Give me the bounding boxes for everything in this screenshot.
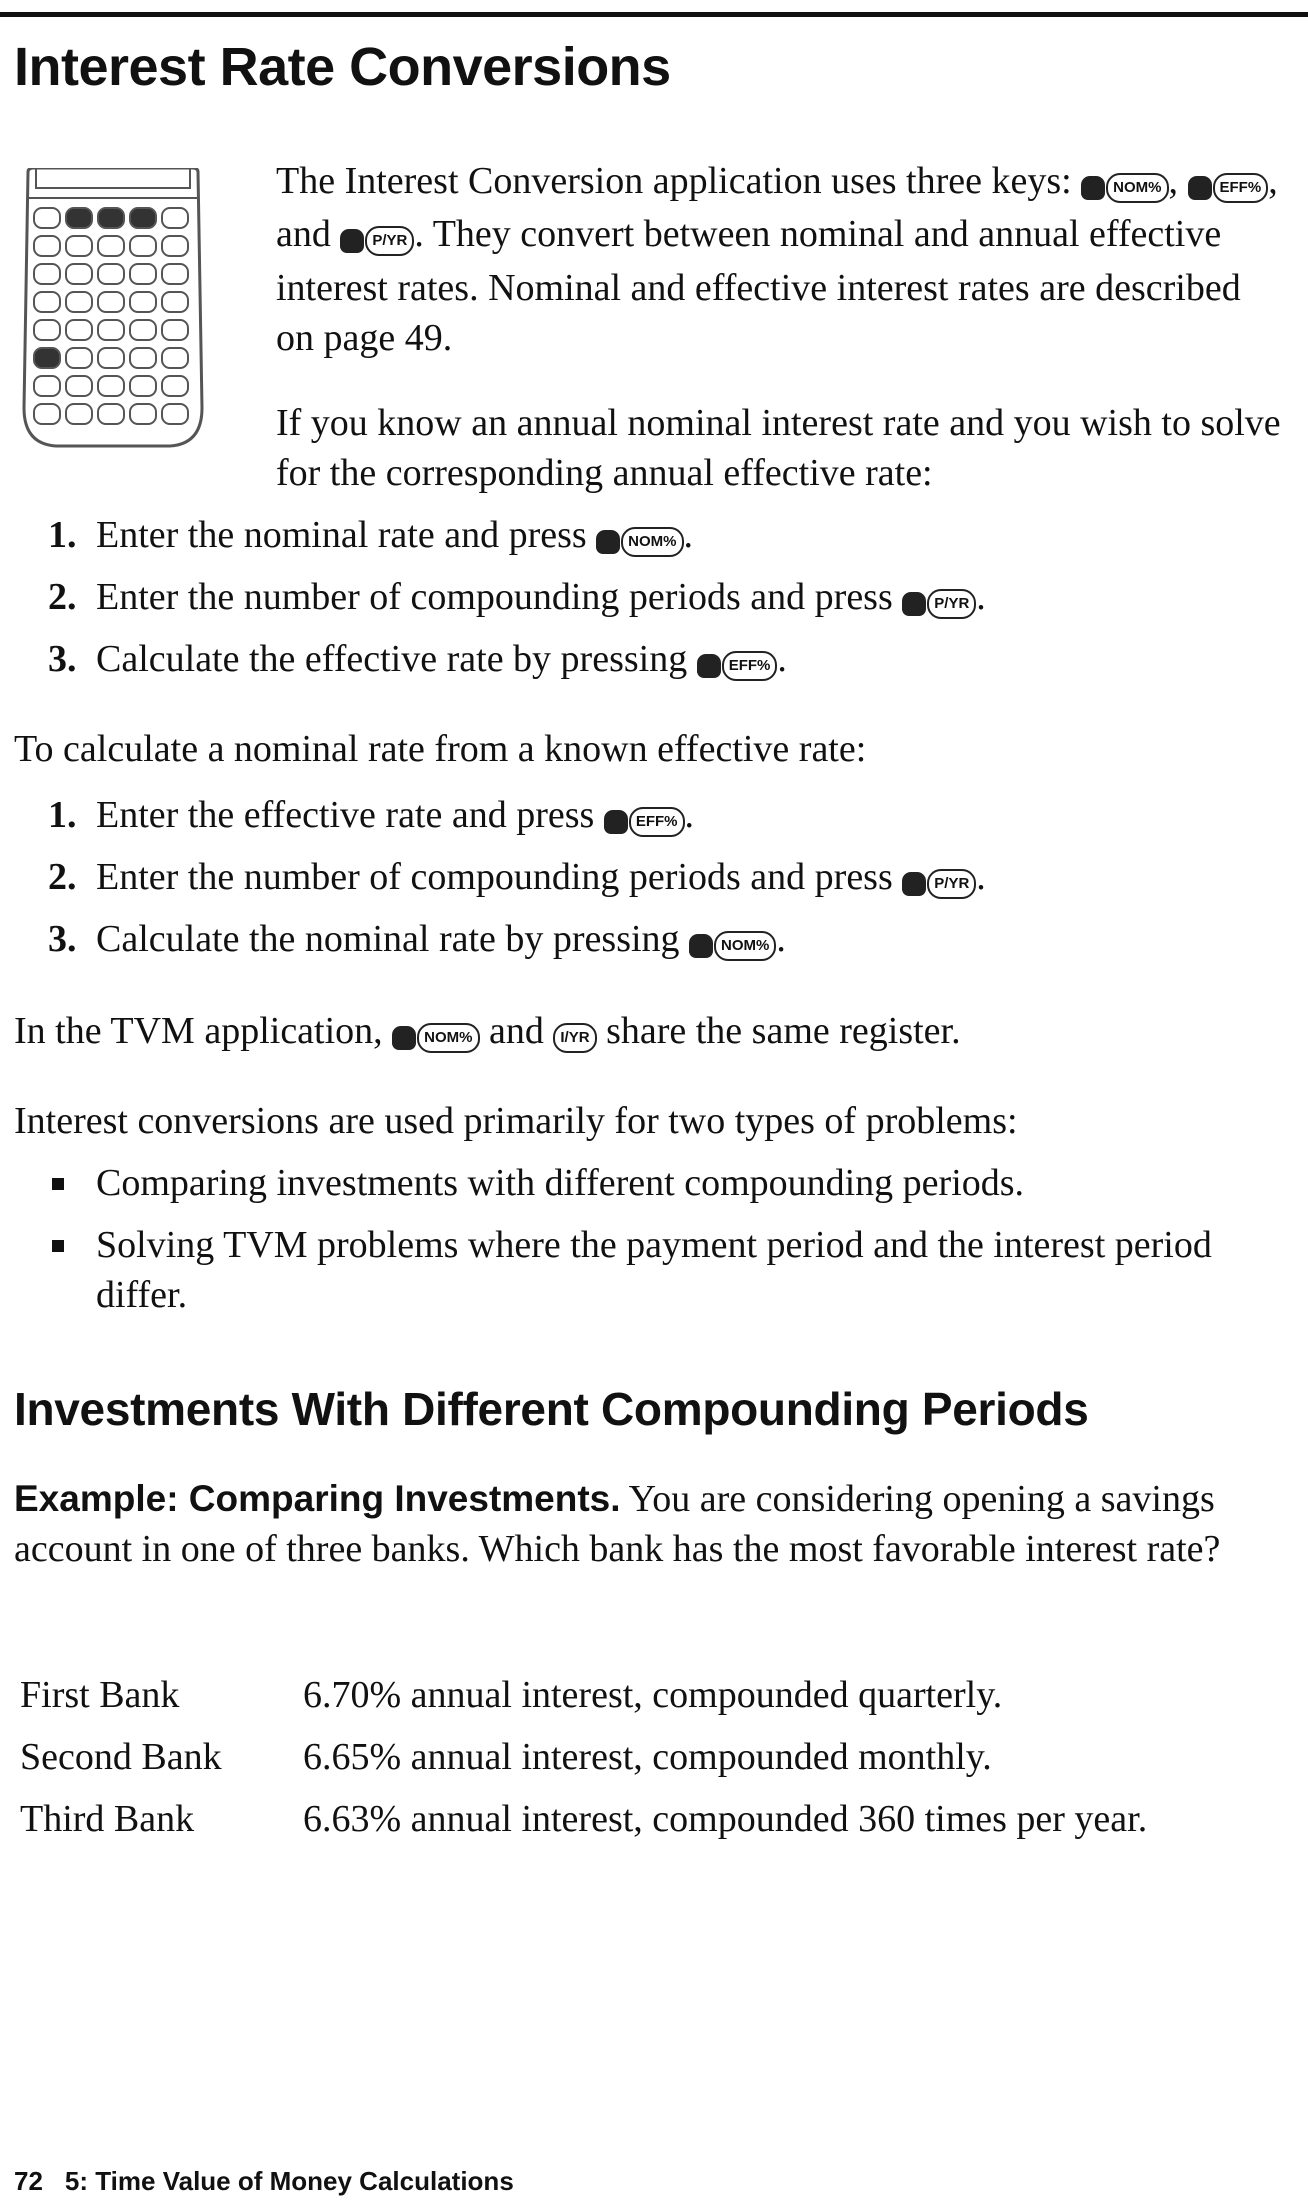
list-item: [48, 1158, 1288, 1208]
step-item: [48, 634, 1288, 696]
list-item: [48, 1220, 1288, 1320]
list-item-text: Solving TVM problems where the payment period and the interest period differ.: [96, 1224, 1212, 1316]
step-item: [48, 852, 1288, 914]
step-item: [48, 572, 1288, 634]
pyr-key-cap: P/YR: [927, 869, 976, 899]
pyr-key[interactable]: [902, 575, 976, 625]
eff-key[interactable]: [604, 793, 685, 843]
table-row: [20, 1732, 1290, 1794]
step-text: Enter the number of compounding periods and press: [96, 576, 893, 618]
shift-key-icon: [902, 872, 926, 896]
nom-key-cap: NOM%: [714, 931, 776, 961]
intro-paragraph: [276, 156, 1286, 363]
tvm-note-text-3: share the same register.: [606, 1010, 961, 1052]
page-footer: [14, 2166, 514, 2197]
tvm-note-text-1: In the TVM application,: [14, 1010, 383, 1052]
step-text: Calculate the nominal rate by pressing: [96, 918, 680, 960]
page-title: Interest Rate Conversions: [14, 37, 671, 97]
nom-key-cap: NOM%: [1106, 173, 1168, 203]
uses-list: [48, 1158, 1288, 1332]
nom-key[interactable]: [392, 1009, 479, 1059]
nom-key-cap: NOM%: [417, 1023, 479, 1053]
page-number: 72: [14, 2166, 43, 2196]
intro-text-4: . They convert between nominal and annual effective interest rates. Nominal and effective interest rates are described on page 49.: [276, 213, 1241, 359]
shift-key-icon: [1081, 176, 1105, 200]
top-rule: [0, 12, 1308, 17]
step-text: Enter the effective rate and press: [96, 794, 595, 836]
step-number: 2.: [48, 576, 77, 618]
bullet-icon: [52, 1178, 64, 1190]
step-end: .: [776, 918, 786, 960]
eff-key[interactable]: [1188, 159, 1269, 209]
step-end: .: [684, 794, 694, 836]
example-paragraph: [14, 1474, 1284, 1574]
example-lead: Example: Comparing Investments.: [14, 1478, 621, 1519]
step-number: 3.: [48, 638, 77, 680]
table-row: [20, 1670, 1290, 1732]
shift-key-icon: [689, 934, 713, 958]
shift-key-icon: [604, 810, 628, 834]
bullet-icon: [52, 1240, 64, 1252]
section-heading: Investments With Different Compounding Periods: [14, 1383, 1089, 1435]
calculator-keypad-icon: [20, 168, 206, 448]
tvm-note-text-2: and: [489, 1010, 544, 1052]
table-row: [20, 1794, 1290, 1856]
step-item: [48, 510, 1288, 572]
step-number: 3.: [48, 918, 77, 960]
shift-key-icon: [392, 1026, 416, 1050]
bank-name: First Bank: [20, 1674, 180, 1716]
step-end: .: [777, 638, 787, 680]
effective-to-nominal-intro: To calculate a nominal rate from a known effective rate:: [14, 728, 867, 770]
intro-text-1: The Interest Conversion application uses three keys:: [276, 160, 1072, 202]
intro-text-3: , and: [276, 160, 1278, 256]
step-text: Enter the number of compounding periods and press: [96, 856, 893, 898]
steps-nominal-to-effective: [48, 510, 1288, 696]
nom-key[interactable]: [596, 513, 683, 563]
steps-effective-to-nominal: [48, 790, 1288, 976]
shift-key-icon: [340, 229, 364, 253]
eff-key[interactable]: [697, 637, 778, 687]
step-number: 1.: [48, 794, 77, 836]
bank-rate: 6.65% annual interest, compounded monthly.: [303, 1736, 992, 1778]
step-text: Calculate the effective rate by pressing: [96, 638, 688, 680]
bank-rate: 6.70% annual interest, compounded quarterly.: [303, 1674, 1003, 1716]
bank-rate: 6.63% annual interest, compounded 360 times per year.: [303, 1798, 1148, 1840]
list-item-text: Comparing investments with different compounding periods.: [96, 1162, 1025, 1204]
step-number: 1.: [48, 514, 77, 556]
pyr-key-cap: P/YR: [927, 589, 976, 619]
step-end: .: [976, 576, 986, 618]
iyr-key[interactable]: [553, 1009, 596, 1059]
eff-key-cap: EFF%: [629, 807, 685, 837]
nom-key-cap: NOM%: [621, 527, 683, 557]
nom-key[interactable]: [1081, 159, 1168, 209]
banks-table: [20, 1670, 1290, 1856]
chapter-title: 5: Time Value of Money Calculations: [64, 2166, 514, 2196]
tvm-note: [14, 1006, 1284, 1059]
eff-key-cap: EFF%: [1213, 173, 1269, 203]
shift-key-icon: [1188, 176, 1212, 200]
step-number: 2.: [48, 856, 77, 898]
bank-name: Third Bank: [20, 1798, 195, 1840]
step-end: .: [976, 856, 986, 898]
bank-name: Second Bank: [20, 1736, 222, 1778]
shift-key-icon: [596, 530, 620, 554]
step-end: .: [683, 514, 694, 556]
pyr-key[interactable]: [902, 855, 976, 905]
pyr-key[interactable]: [340, 213, 414, 263]
intro-text-2: ,: [1168, 160, 1179, 202]
step-text: Enter the nominal rate and press: [96, 514, 587, 556]
intro-paragraph-2: If you know an annual nominal interest rate and you wish to solve for the corresponding annual effective rate:: [276, 402, 1281, 494]
shift-key-icon: [902, 592, 926, 616]
nom-key[interactable]: [689, 917, 776, 967]
uses-intro: Interest conversions are used primarily for two types of problems:: [14, 1100, 1018, 1142]
eff-key-cap: EFF%: [722, 651, 778, 681]
step-item: [48, 914, 1288, 976]
shift-key-icon: [697, 654, 721, 678]
step-item: [48, 790, 1288, 852]
iyr-key-cap: I/YR: [553, 1023, 596, 1053]
example-text: You are considering opening a savings account in one of three banks. Which bank has the most favorable interest rate?: [14, 1478, 1221, 1570]
pyr-key-cap: P/YR: [365, 226, 414, 256]
